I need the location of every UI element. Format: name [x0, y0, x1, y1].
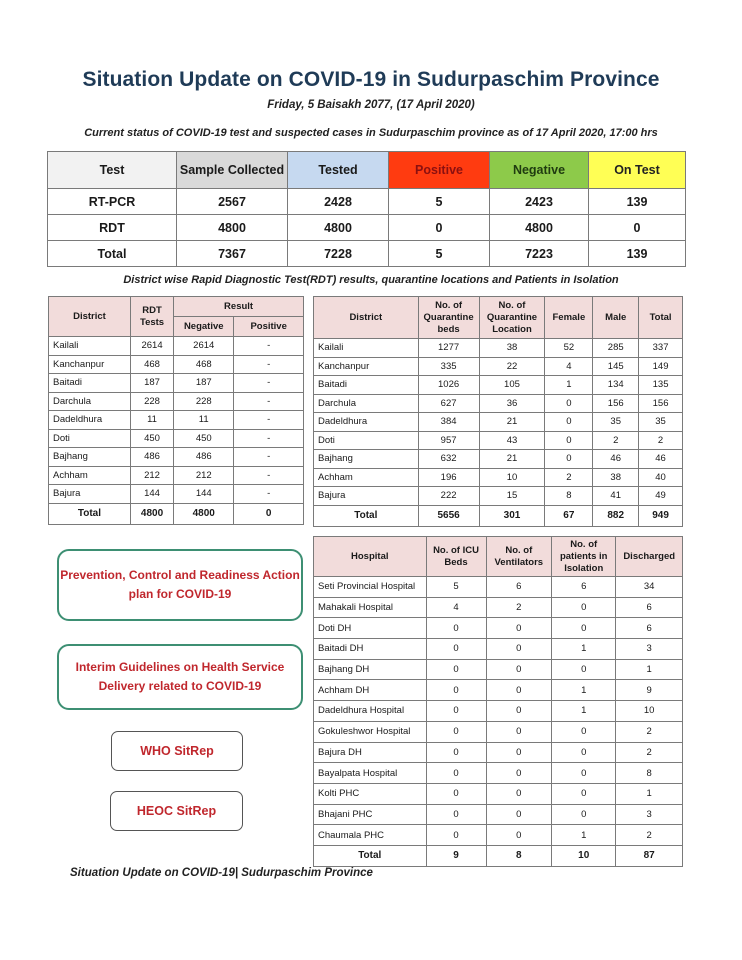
- test-summary-table: [47, 151, 686, 267]
- total-district: Total: [49, 503, 131, 524]
- table-row: [314, 450, 683, 469]
- table-row: [314, 413, 683, 432]
- cell-hospital: Dadeldhura Hospital: [314, 701, 427, 722]
- cell-district: Bajhang: [49, 448, 131, 467]
- total-row: [314, 845, 683, 866]
- cell-beds: 627: [418, 394, 479, 413]
- table-row: [314, 597, 683, 618]
- cell-discharged: 8: [616, 763, 683, 784]
- cell-icu: 0: [426, 742, 486, 763]
- cell-icu: 0: [426, 721, 486, 742]
- cell-ventilators: 0: [486, 742, 552, 763]
- cell-male: 38: [593, 468, 639, 487]
- cell-ventilators: 6: [486, 577, 552, 598]
- cell-tests: 468: [130, 355, 173, 374]
- cell-discharged: 9: [616, 680, 683, 701]
- cell-tests: 144: [130, 485, 173, 504]
- total-row: [314, 505, 683, 526]
- cell-positive: -: [234, 374, 304, 393]
- cell-isolation: 1: [552, 680, 616, 701]
- total-female: 67: [545, 505, 593, 526]
- cell-negative: 212: [174, 466, 234, 485]
- cell-female: 2: [545, 468, 593, 487]
- total-positive: 0: [234, 503, 304, 524]
- table-row: [314, 783, 683, 804]
- page-title: Situation Update on COVID-19 in Sudurpaschim Province: [82, 68, 660, 91]
- cell-total: 49: [639, 487, 683, 506]
- cell-negative: 4800: [490, 215, 589, 241]
- cell-locations: 38: [479, 339, 545, 358]
- cell-female: 0: [545, 450, 593, 469]
- cell-positive: -: [234, 355, 304, 374]
- who-sitrep-label: WHO SitRep: [140, 743, 214, 758]
- table-row: [314, 376, 683, 395]
- cell-negative: 228: [174, 392, 234, 411]
- cell-isolation: 0: [552, 618, 616, 639]
- cell-male: 285: [593, 339, 639, 358]
- cell-district: Bajhang: [314, 450, 419, 469]
- cell-isolation: 0: [552, 804, 616, 825]
- cell-discharged: 6: [616, 618, 683, 639]
- total-row: [49, 503, 304, 524]
- cell-ventilators: 0: [486, 618, 552, 639]
- cell-hospital: Bhajani PHC: [314, 804, 427, 825]
- col-hospital: Hospital: [314, 537, 427, 577]
- cell-male: 156: [593, 394, 639, 413]
- cell-total: 40: [639, 468, 683, 487]
- col-sample-collected: Sample Collected: [177, 152, 288, 189]
- total-district: Total: [314, 505, 419, 526]
- cell-icu: 0: [426, 825, 486, 846]
- cell-positive: 5: [389, 241, 490, 267]
- cell-test: RDT: [48, 215, 177, 241]
- col-negative: Negative: [174, 317, 234, 337]
- col-icu-beds: No. of ICU Beds: [426, 537, 486, 577]
- col-ventilators: No. of Ventilators: [486, 537, 552, 577]
- interim-guidelines-label: Interim Guidelines on Health Service Delivery related to COVID-19: [75, 660, 285, 693]
- cell-positive: 0: [389, 215, 490, 241]
- cell-discharged: 34: [616, 577, 683, 598]
- cell-discharged: 1: [616, 783, 683, 804]
- cell-discharged: 2: [616, 825, 683, 846]
- cell-female: 4: [545, 357, 593, 376]
- who-sitrep-link[interactable]: [111, 731, 243, 771]
- cell-district: Dadeldhura: [314, 413, 419, 432]
- cell-hospital: Baitadi DH: [314, 639, 427, 660]
- cell-hospital: Achham DH: [314, 680, 427, 701]
- table-row: [49, 466, 304, 485]
- cell-icu: 0: [426, 659, 486, 680]
- cell-female: 0: [545, 394, 593, 413]
- cell-discharged: 2: [616, 721, 683, 742]
- cell-negative: 187: [174, 374, 234, 393]
- hospital-table: [313, 536, 683, 867]
- cell-district: Kailali: [314, 339, 419, 358]
- cell-total: 337: [639, 339, 683, 358]
- cell-district: Darchula: [314, 394, 419, 413]
- cell-district: Kanchanpur: [49, 355, 131, 374]
- cell-locations: 10: [479, 468, 545, 487]
- table-row: [314, 357, 683, 376]
- cell-ventilators: 0: [486, 783, 552, 804]
- cell-discharged: 3: [616, 804, 683, 825]
- cell-hospital: Bajura DH: [314, 742, 427, 763]
- col-discharged: Discharged: [616, 537, 683, 577]
- cell-tested: 2428: [288, 189, 389, 215]
- cell-male: 41: [593, 487, 639, 506]
- cell-district: Kanchanpur: [314, 357, 419, 376]
- cell-ventilators: 0: [486, 680, 552, 701]
- cell-tests: 228: [130, 392, 173, 411]
- col-positive: Positive: [234, 317, 304, 337]
- cell-female: 52: [545, 339, 593, 358]
- cell-district: Doti: [49, 429, 131, 448]
- col-quarantine-location: No. of Quarantine Location: [479, 297, 545, 339]
- cell-isolation: 1: [552, 701, 616, 722]
- table-row: [314, 487, 683, 506]
- table-row: [49, 374, 304, 393]
- col-district: District: [49, 297, 131, 337]
- cell-ventilators: 0: [486, 701, 552, 722]
- cell-district: Achham: [49, 466, 131, 485]
- cell-isolation: 6: [552, 577, 616, 598]
- cell-district: Kailali: [49, 337, 131, 356]
- cell-locations: 43: [479, 431, 545, 450]
- cell-male: 35: [593, 413, 639, 432]
- cell-positive: -: [234, 429, 304, 448]
- cell-icu: 0: [426, 763, 486, 784]
- cell-hospital: Bajhang DH: [314, 659, 427, 680]
- cell-district: Baitadi: [49, 374, 131, 393]
- col-quarantine-beds: No. of Quarantine beds: [418, 297, 479, 339]
- table-row: [48, 215, 686, 241]
- cell-tests: 187: [130, 374, 173, 393]
- table-row: [48, 189, 686, 215]
- table-row: [314, 639, 683, 660]
- cell-ventilators: 0: [486, 659, 552, 680]
- cell-isolation: 0: [552, 763, 616, 784]
- cell-hospital: Seti Provincial Hospital: [314, 577, 427, 598]
- table-row: [314, 339, 683, 358]
- cell-district: Achham: [314, 468, 419, 487]
- col-negative: Negative: [490, 152, 589, 189]
- cell-ventilators: 0: [486, 825, 552, 846]
- cell-tested: 4800: [288, 215, 389, 241]
- cell-district: Darchula: [49, 392, 131, 411]
- cell-ventilators: 0: [486, 721, 552, 742]
- cell-sample: 2567: [177, 189, 288, 215]
- cell-negative: 486: [174, 448, 234, 467]
- prevention-action-plan-link[interactable]: [57, 549, 303, 621]
- cell-negative: 7223: [490, 241, 589, 267]
- cell-discharged: 3: [616, 639, 683, 660]
- cell-negative: 450: [174, 429, 234, 448]
- total-total: 949: [639, 505, 683, 526]
- cell-test: RT-PCR: [48, 189, 177, 215]
- heoc-sitrep-link[interactable]: [110, 791, 243, 831]
- cell-discharged: 10: [616, 701, 683, 722]
- rdt-table: [48, 296, 304, 525]
- col-on-test: On Test: [589, 152, 686, 189]
- cell-district: Dadeldhura: [49, 411, 131, 430]
- table-row: [314, 721, 683, 742]
- cell-locations: 22: [479, 357, 545, 376]
- prevention-action-plan-label: Prevention, Control and Readiness Action plan for COVID-19: [60, 568, 300, 601]
- table-row: [48, 241, 686, 267]
- col-rdt-tests: RDT Tests: [130, 297, 173, 337]
- table-row: [314, 618, 683, 639]
- cell-female: 8: [545, 487, 593, 506]
- table-row: [49, 355, 304, 374]
- table-row: [49, 411, 304, 430]
- col-test: Test: [48, 152, 177, 189]
- cell-total: 2: [639, 431, 683, 450]
- status-line: Current status of COVID-19 test and suspected cases in Sudurpaschim province as of 17 April 2020, 17:00 hrs: [84, 127, 658, 139]
- cell-tests: 11: [130, 411, 173, 430]
- cell-icu: 0: [426, 680, 486, 701]
- cell-icu: 0: [426, 701, 486, 722]
- col-male: Male: [593, 297, 639, 339]
- cell-icu: 0: [426, 639, 486, 660]
- cell-district: Baitadi: [314, 376, 419, 395]
- cell-locations: 21: [479, 450, 545, 469]
- cell-positive: 5: [389, 189, 490, 215]
- cell-isolation: 0: [552, 659, 616, 680]
- cell-discharged: 6: [616, 597, 683, 618]
- total-negative: 4800: [174, 503, 234, 524]
- cell-ventilators: 0: [486, 639, 552, 660]
- cell-female: 0: [545, 413, 593, 432]
- cell-sample: 7367: [177, 241, 288, 267]
- col-total: Total: [639, 297, 683, 339]
- cell-female: 0: [545, 431, 593, 450]
- table-row: [314, 742, 683, 763]
- cell-hospital: Mahakali Hospital: [314, 597, 427, 618]
- table-row: [314, 431, 683, 450]
- col-district: District: [314, 297, 419, 339]
- col-result: Result: [174, 297, 304, 317]
- cell-beds: 222: [418, 487, 479, 506]
- cell-on_test: 139: [589, 241, 686, 267]
- heoc-sitrep-label: HEOC SitRep: [136, 803, 217, 818]
- cell-isolation: 0: [552, 783, 616, 804]
- cell-positive: -: [234, 337, 304, 356]
- cell-beds: 1277: [418, 339, 479, 358]
- cell-hospital: Bayalpata Hospital: [314, 763, 427, 784]
- cell-total: 135: [639, 376, 683, 395]
- table-row: [49, 392, 304, 411]
- table-row: [49, 448, 304, 467]
- cell-on_test: 0: [589, 215, 686, 241]
- cell-icu: 0: [426, 783, 486, 804]
- cell-isolation: 1: [552, 639, 616, 660]
- cell-on_test: 139: [589, 189, 686, 215]
- total-male: 882: [593, 505, 639, 526]
- cell-male: 134: [593, 376, 639, 395]
- col-female: Female: [545, 297, 593, 339]
- quarantine-table: [313, 296, 683, 527]
- cell-tests: 2614: [130, 337, 173, 356]
- cell-tests: 486: [130, 448, 173, 467]
- cell-locations: 36: [479, 394, 545, 413]
- cell-locations: 105: [479, 376, 545, 395]
- col-tested: Tested: [288, 152, 389, 189]
- cell-isolation: 0: [552, 597, 616, 618]
- total-discharged: 87: [616, 845, 683, 866]
- cell-negative: 2423: [490, 189, 589, 215]
- cell-discharged: 2: [616, 742, 683, 763]
- total-icu: 9: [426, 845, 486, 866]
- cell-beds: 1026: [418, 376, 479, 395]
- cell-beds: 384: [418, 413, 479, 432]
- cell-female: 1: [545, 376, 593, 395]
- cell-hospital: Chaumala PHC: [314, 825, 427, 846]
- cell-beds: 335: [418, 357, 479, 376]
- cell-locations: 21: [479, 413, 545, 432]
- cell-positive: -: [234, 485, 304, 504]
- cell-locations: 15: [479, 487, 545, 506]
- cell-tests: 212: [130, 466, 173, 485]
- interim-guidelines-link[interactable]: [57, 644, 303, 710]
- cell-ventilators: 0: [486, 763, 552, 784]
- cell-tests: 450: [130, 429, 173, 448]
- date-line: Friday, 5 Baisakh 2077, (17 April 2020): [267, 99, 475, 111]
- table-row: [314, 701, 683, 722]
- table-row: [314, 468, 683, 487]
- cell-district: Doti: [314, 431, 419, 450]
- cell-discharged: 1: [616, 659, 683, 680]
- cell-district: Bajura: [314, 487, 419, 506]
- cell-positive: -: [234, 448, 304, 467]
- cell-male: 145: [593, 357, 639, 376]
- cell-positive: -: [234, 466, 304, 485]
- cell-total: 46: [639, 450, 683, 469]
- table-row: [49, 485, 304, 504]
- section-title: District wise Rapid Diagnostic Test(RDT) results, quarantine locations and Patients in Isolation: [123, 274, 619, 286]
- cell-positive: -: [234, 392, 304, 411]
- cell-beds: 196: [418, 468, 479, 487]
- cell-negative: 144: [174, 485, 234, 504]
- table-row: [314, 804, 683, 825]
- total-hospital: Total: [314, 845, 427, 866]
- cell-tested: 7228: [288, 241, 389, 267]
- table-row: [314, 394, 683, 413]
- cell-beds: 957: [418, 431, 479, 450]
- cell-test: Total: [48, 241, 177, 267]
- cell-male: 46: [593, 450, 639, 469]
- table-row: [49, 337, 304, 356]
- col-positive: Positive: [389, 152, 490, 189]
- cell-icu: 4: [426, 597, 486, 618]
- footer: Situation Update on COVID-19| Sudurpaschim Province: [70, 867, 373, 879]
- total-locations: 301: [479, 505, 545, 526]
- cell-beds: 632: [418, 450, 479, 469]
- cell-isolation: 1: [552, 825, 616, 846]
- cell-hospital: Gokuleshwor Hospital: [314, 721, 427, 742]
- cell-isolation: 0: [552, 742, 616, 763]
- table-row: [314, 659, 683, 680]
- cell-total: 35: [639, 413, 683, 432]
- cell-ventilators: 0: [486, 804, 552, 825]
- cell-icu: 0: [426, 618, 486, 639]
- table-row: [314, 825, 683, 846]
- total-tests: 4800: [130, 503, 173, 524]
- table-row: [314, 763, 683, 784]
- cell-icu: 0: [426, 804, 486, 825]
- cell-total: 156: [639, 394, 683, 413]
- table-row: [49, 429, 304, 448]
- cell-isolation: 0: [552, 721, 616, 742]
- col-isolation: No. of patients in Isolation: [552, 537, 616, 577]
- cell-hospital: Doti DH: [314, 618, 427, 639]
- total-ventilators: 8: [486, 845, 552, 866]
- total-isolation: 10: [552, 845, 616, 866]
- cell-positive: -: [234, 411, 304, 430]
- cell-sample: 4800: [177, 215, 288, 241]
- cell-ventilators: 2: [486, 597, 552, 618]
- cell-negative: 468: [174, 355, 234, 374]
- cell-negative: 2614: [174, 337, 234, 356]
- table-row: [314, 680, 683, 701]
- cell-total: 149: [639, 357, 683, 376]
- cell-negative: 11: [174, 411, 234, 430]
- cell-male: 2: [593, 431, 639, 450]
- cell-icu: 5: [426, 577, 486, 598]
- cell-hospital: Kolti PHC: [314, 783, 427, 804]
- total-beds: 5656: [418, 505, 479, 526]
- table-row: [314, 577, 683, 598]
- cell-district: Bajura: [49, 485, 131, 504]
